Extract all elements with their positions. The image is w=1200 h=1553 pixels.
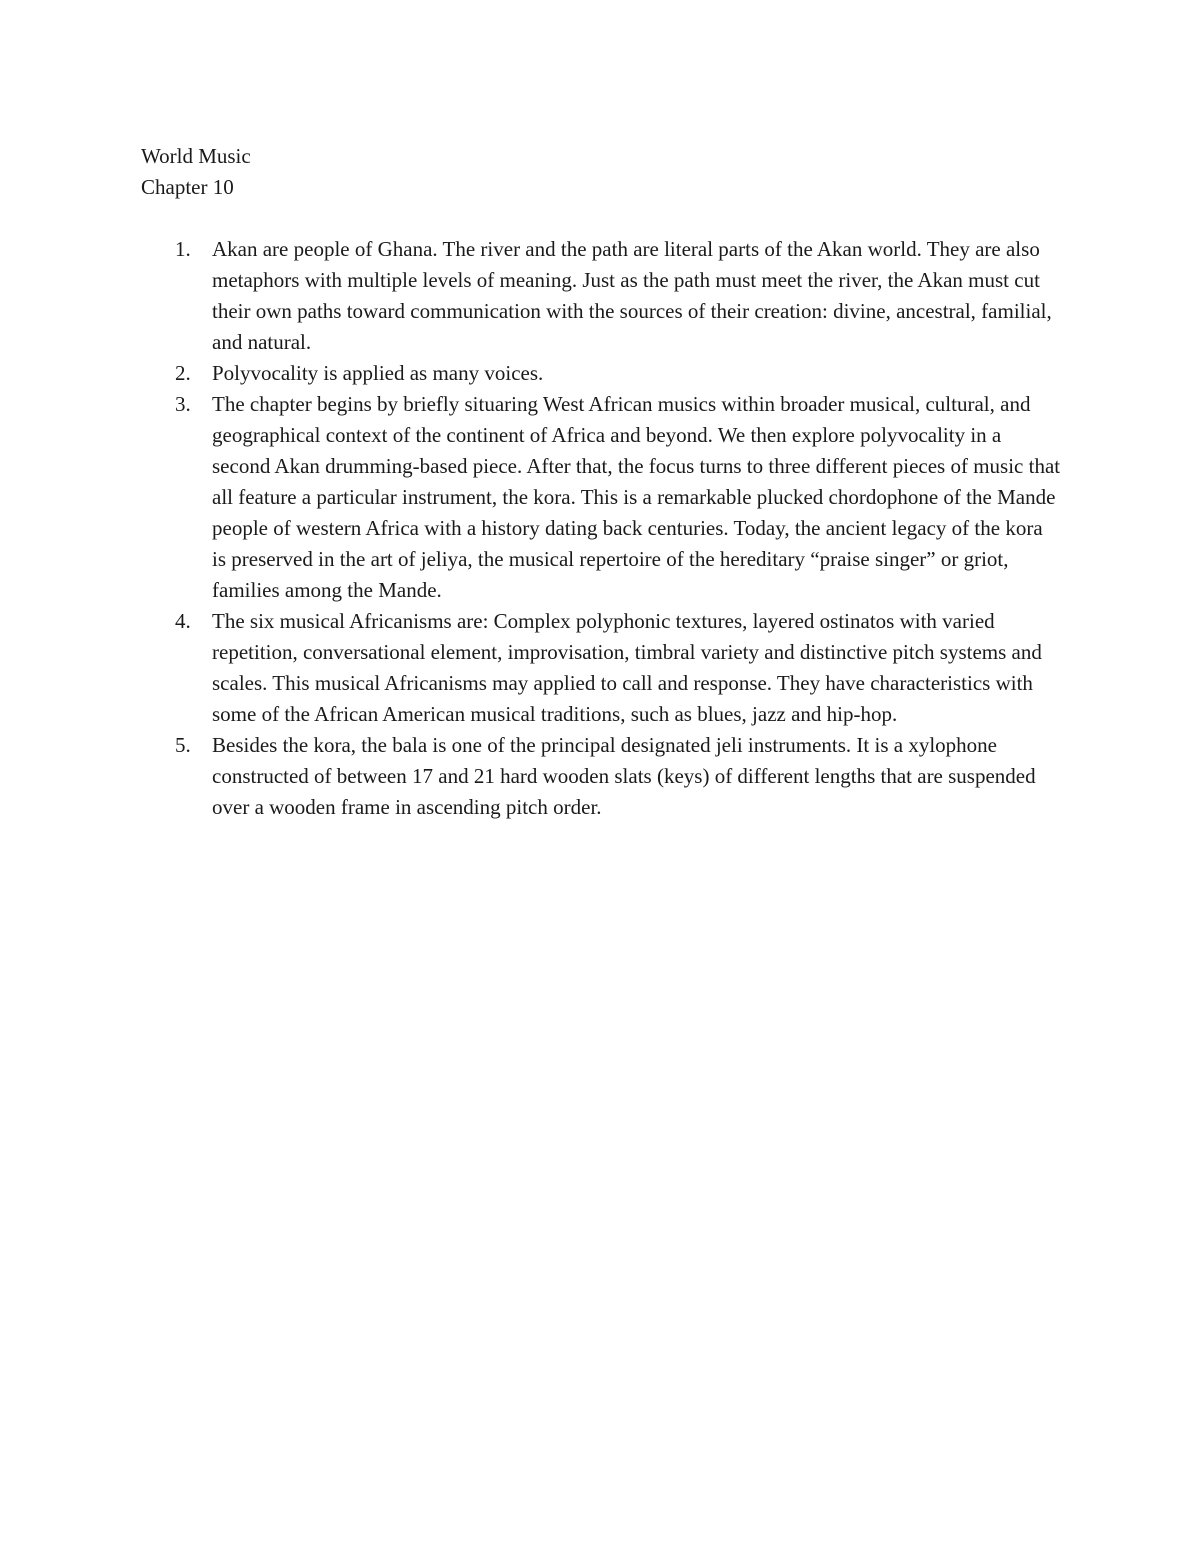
list-item — [141, 730, 1061, 823]
list-item-text: The chapter begins by briefly situaring West African musics within broader musical, cultural, and geographical context of the continent of Africa and beyond. We then explore polyvocality in a second Akan drumming-based piece. After that, the focus turns to three different pieces of music that all feature a particular instrument, the kora. This is a remarkable plucked chordophone of the Mande people of western Africa with a history dating back centuries. Today, the ancient legacy of the kora is preserved in the art of jeliya, the musical repertoire of the hereditary “praise singer” or griot, families among the Mande. — [212, 392, 1061, 602]
numbered-list — [141, 234, 1061, 823]
blank-line — [141, 203, 1061, 234]
list-item-number: 1. — [175, 237, 191, 261]
chapter-label: Chapter 10 — [141, 175, 234, 199]
list-item — [141, 234, 1061, 358]
list-item-number: 4. — [175, 609, 191, 633]
list-item-number: 2. — [175, 361, 191, 385]
list-item — [141, 389, 1061, 606]
document-body — [141, 141, 1061, 823]
list-item-text: Akan are people of Ghana. The river and the path are literal parts of the Akan world. They are also metaphors with multiple levels of meaning. Just as the path must meet the river, the Akan must cut their own paths toward communication with the sources of their creation: divine, ancestral, familial, and natural. — [212, 237, 1052, 354]
list-item — [141, 606, 1061, 730]
list-item-number: 5. — [175, 733, 191, 757]
list-item-number: 3. — [175, 392, 191, 416]
list-item-text: Polyvocality is applied as many voices. — [212, 361, 544, 385]
document-title: World Music — [141, 144, 251, 168]
list-item — [141, 358, 1061, 389]
list-item-text: Besides the kora, the bala is one of the principal designated jeli instruments. It is a xylophone constructed of between 17 and 21 hard wooden slats (keys) of different lengths that are suspended over a wooden frame in ascending pitch order. — [212, 733, 1036, 819]
list-item-text: The six musical Africanisms are: Complex polyphonic textures, layered ostinatos with varied repetition, conversational element, improvisation, timbral variety and distinctive pitch systems and scales. This musical Africanisms may applied to call and response. They have characteristics with some of the African American musical traditions, such as blues, jazz and hip-hop. — [212, 609, 1042, 726]
